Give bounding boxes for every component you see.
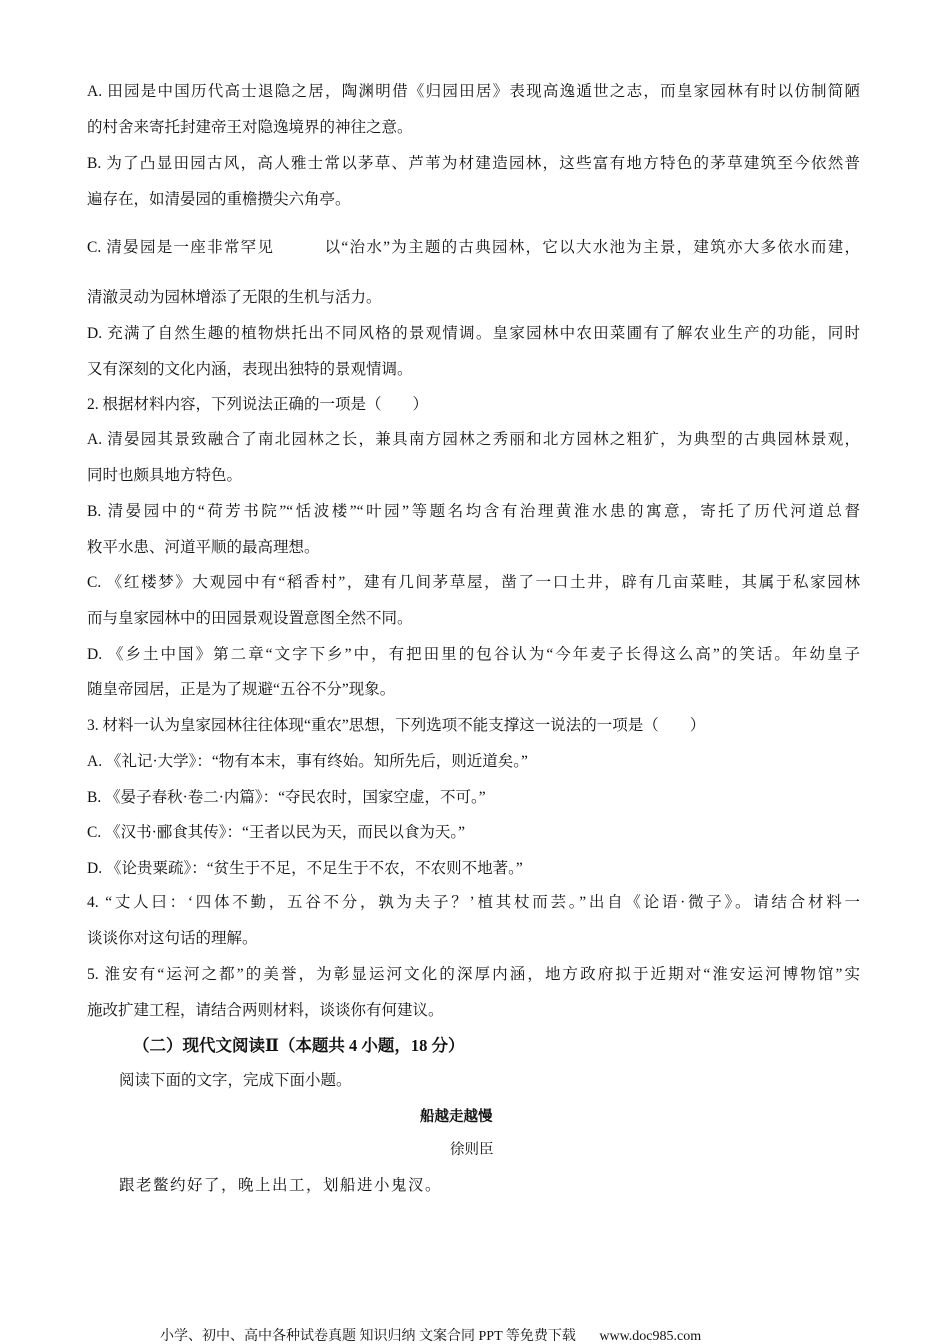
text-line: 又有深刻的文化内涵，表现出独特的景观情调。 [87, 361, 413, 378]
text-line: 3. 材料一认为皇家园林往往体现“重农”思想，下列选项不能支撑这一说法的一项是（ ） [87, 717, 706, 734]
article-paragraph: 跟老鳖约好了，晚上出工，划船进小鬼汊。 [119, 1177, 443, 1194]
text-line: 同时也颇具地方特色。 [87, 467, 243, 484]
text-line: 随皇帝园居，正是为了规避“五谷不分”现象。 [87, 681, 396, 698]
article-author: 徐则臣 [450, 1142, 494, 1158]
instruction-text: 阅读下面的文字，完成下面小题。 [119, 1072, 352, 1089]
text-line: 清澈灵动为园林增添了无限的生机与活力。 [87, 289, 382, 306]
text-line: A. 田园是中国历代高士退隐之居，陶渊明借《归园田居》表现高逸遁世之志，而皇家园林有时以仿制简陋 [87, 83, 860, 100]
text-line: 4. “丈人曰：‘四体不勤，五谷不分，孰为夫子？’植其杖而芸。”出自《论语·微子》。请结合材料一 [87, 894, 860, 911]
text-line: 而与皇家园林中的田园景观设置意图全然不同。 [87, 610, 413, 627]
text-line: B. 清晏园中的“荷芳书院”“恬波楼”“叶园”等题名均含有治理黄淮水患的寓意，寄托了历代河道总督 [87, 503, 860, 520]
text-line: C. 《红楼梦》大观园中有“稻香村”，建有几间茅草屋，凿了一口土井，辟有几亩菜畦，其属于私家园林 [87, 574, 860, 591]
text-line: C. 清晏园是一座非常罕见 以“治水”为主题的古典园林，它以大水池为主景，建筑亦大多依水而建， [87, 239, 860, 256]
text-line: C. 《汉书·郦食其传》：“王者以民为天，而民以食为天。” [87, 824, 466, 841]
text-line: 敉平水患、河道平顺的最高理想。 [87, 539, 320, 556]
text-line: B. 为了凸显田园古风，高人雅士常以茅草、芦苇为材建造园林，这些富有地方特色的茅草建筑至今依然普 [87, 155, 860, 172]
text-line: D. 《论贵粟疏》：“贫生于不足，不足生于不农，不农则不地著。” [87, 860, 523, 877]
text-line: 谈谈你对这句话的理解。 [87, 930, 258, 947]
text-line: A. 《礼记·大学》：“物有本末，事有终始。知所先后，则近道矣。” [87, 753, 528, 770]
footer-link[interactable]: www.doc985.com [599, 1329, 702, 1344]
text-line: 5. 淮安有“运河之都”的美誉，为彰显运河文化的深厚内涵，地方政府拟于近期对“淮安运河博物馆”实 [87, 966, 860, 983]
text-line: 的村舍来寄托封建帝王对隐逸境界的神往之意。 [87, 119, 413, 136]
text-line: 2. 根据材料内容，下列说法正确的一项是（ ） [87, 396, 429, 413]
text-line: B. 《晏子春秋·卷二·内篇》：“夺民农时，国家空虚，不可。” [87, 789, 486, 806]
section-heading: （二）现代文阅读Ⅱ（本题共 4 小题，18 分） [133, 1036, 465, 1055]
article-title: 船越走越慢 [420, 1108, 493, 1125]
footer-text: 小学、初中、高中各种试卷真题 知识归纳 文案合同 PPT 等免费下载 [160, 1329, 576, 1344]
text-line: 遍存在，如清晏园的重檐攒尖六角亭。 [87, 191, 351, 208]
text-line: D. 充满了自然生趣的植物烘托出不同风格的景观情调。皇家园林中农田菜圃有了解农业生产的功能，同时 [87, 325, 860, 342]
footer [160, 1325, 701, 1344]
text-line: D. 《乡土中国》第二章“文字下乡”中，有把田里的包谷认为“今年麦子长得这么高”的笑话。年幼皇子 [87, 646, 860, 663]
text-line: A. 清晏园其景致融合了南北园林之长，兼具南方园林之秀丽和北方园林之粗犷，为典型的古典园林景观， [87, 431, 860, 448]
text-line: 施改扩建工程，请结合两则材料，谈谈你有何建议。 [87, 1002, 444, 1019]
